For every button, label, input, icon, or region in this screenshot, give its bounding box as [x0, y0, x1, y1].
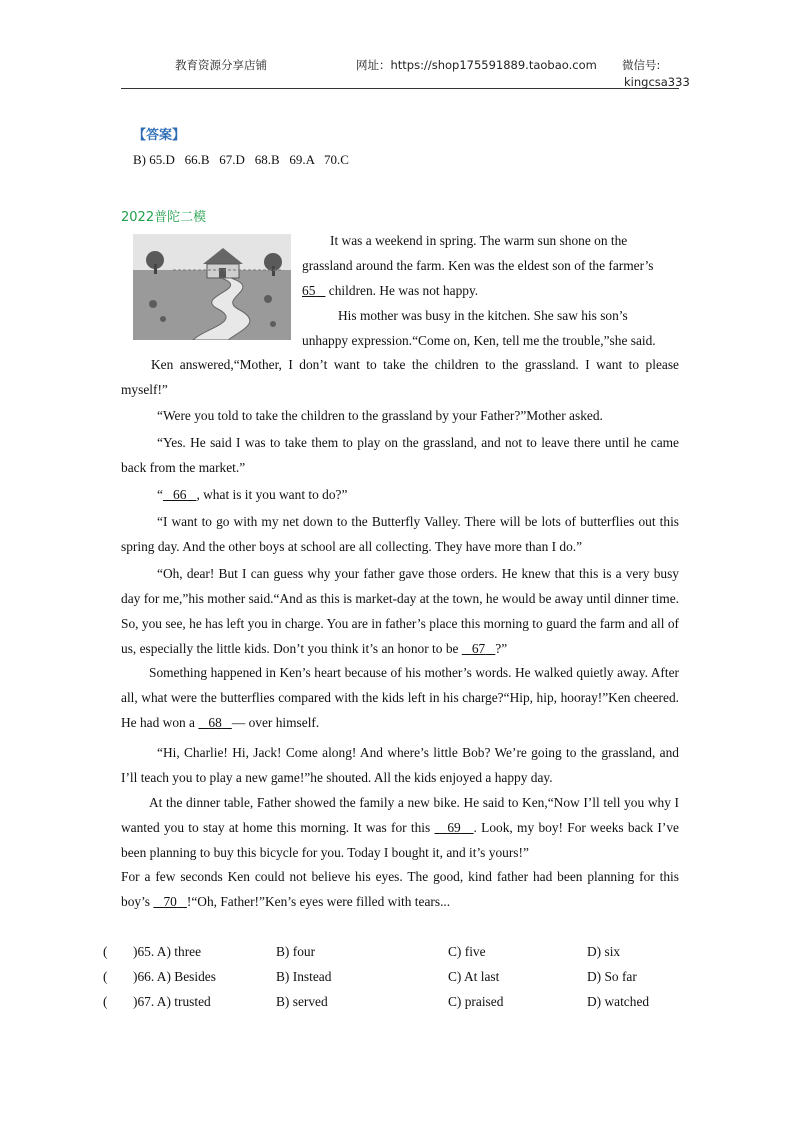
option-b[interactable]: B) four	[276, 944, 316, 959]
passage-p7: “I want to go with my net down to the Butterfly Valley. There will be lots of butterflies out this spring day. And the other boys at school are all collecting. They have more than I do.”	[121, 514, 679, 554]
option-d[interactable]: D) watched	[587, 994, 650, 1009]
option-c[interactable]: C) five	[448, 944, 486, 959]
blank-68: 68	[208, 715, 222, 730]
header-divider	[121, 88, 679, 89]
header-wechat-id: kingcsa333	[624, 75, 690, 89]
blank-66: 66	[173, 487, 187, 502]
header-url: 网址：https://shop175591889.taobao.com	[356, 58, 597, 72]
passage-p11: At the dinner table, Father showed the family a new bike. He said to Ken,“Now I’ll tell you why I wanted you to stay at home this morning. It was for this 69 . Look, my boy! For weeks back I’ve been planning to buy this bicycle for you. Today I bought it, and it’s yours!”	[121, 795, 679, 860]
blank-69: 69	[447, 820, 461, 835]
option-d[interactable]: D) six	[587, 944, 621, 959]
passage-p5: “Yes. He said I was to take them to play on the grassland, and not to leave there until he came back from the market.”	[121, 435, 679, 475]
option-c[interactable]: C) At last	[448, 969, 500, 984]
section-title: 2022普陀二模	[121, 210, 207, 225]
header-wechat-label: 微信号:	[622, 58, 661, 72]
blank-70: 70	[163, 894, 177, 909]
passage-p3: Ken answered,“Mother, I don’t want to take the children to the grassland. I want to please myself!”	[121, 357, 679, 397]
passage-p8: “Oh, dear! But I can guess why your father gave those orders. He knew that this is a very busy day for me,”his mother said.“And as this is market-day at the town, he would be away until dinner time. So, you see, he has left you in charge. You are in father’s place this morning to guard the farm and all of us, especially the little kids. Don’t you think it’s an honor to be 67 ?”	[121, 566, 679, 656]
passage-p4: “Were you told to take the children to the grassland by your Father?”Mother asked.	[157, 408, 603, 423]
blank-65: 65	[302, 283, 316, 298]
farm-illustration	[133, 234, 291, 340]
passage-p10: “Hi, Charlie! Hi, Jack! Come along! And where’s little Bob? We’re going to the grassland, and I’ll teach you to play a new game!”he shouted. All the kids enjoyed a happy day.	[121, 745, 679, 785]
header-shop: 教育资源分享店铺	[175, 58, 267, 72]
passage-p9: Something happened in Ken’s heart because of his mother’s words. He walked quietly away. After all, what were the butterflies compared with the kids left in his charge?“Hip, hip, hooray!”Ken cheered. He had won a 68 — over himself.	[121, 665, 679, 730]
passage-p2-line2: unhappy expression.“Come on, Ken, tell me the trouble,”she said.	[302, 333, 656, 348]
answer-text: B) 65.D 66.B 67.D 68.B 69.A 70.C	[133, 152, 349, 167]
passage-p6: “ 66 , what is it you want to do?”	[157, 487, 348, 502]
passage-p2-line1: His mother was busy in the kitchen. She saw his son’s	[338, 308, 628, 323]
passage-p1-line3: 65 children. He was not happy.	[302, 283, 479, 298]
passage-p1-line2: grassland around the farm. Ken was the eldest son of the farmer’s	[302, 258, 654, 273]
option-c[interactable]: C) praised	[448, 994, 504, 1009]
blank-67: 67	[471, 641, 486, 656]
option-b[interactable]: B) served	[276, 994, 328, 1009]
option-d[interactable]: D) So far	[587, 969, 637, 984]
passage-p12: For a few seconds Ken could not believe his eyes. The good, kind father had been planning for this boy’s 70 !“Oh, Father!”Ken’s eyes were filled with tears...	[121, 869, 679, 909]
answer-tag: 【答案】	[133, 128, 186, 143]
option-b[interactable]: B) Instead	[276, 969, 332, 984]
passage-p1-line1: It was a weekend in spring. The warm sun shone on the	[330, 233, 628, 248]
